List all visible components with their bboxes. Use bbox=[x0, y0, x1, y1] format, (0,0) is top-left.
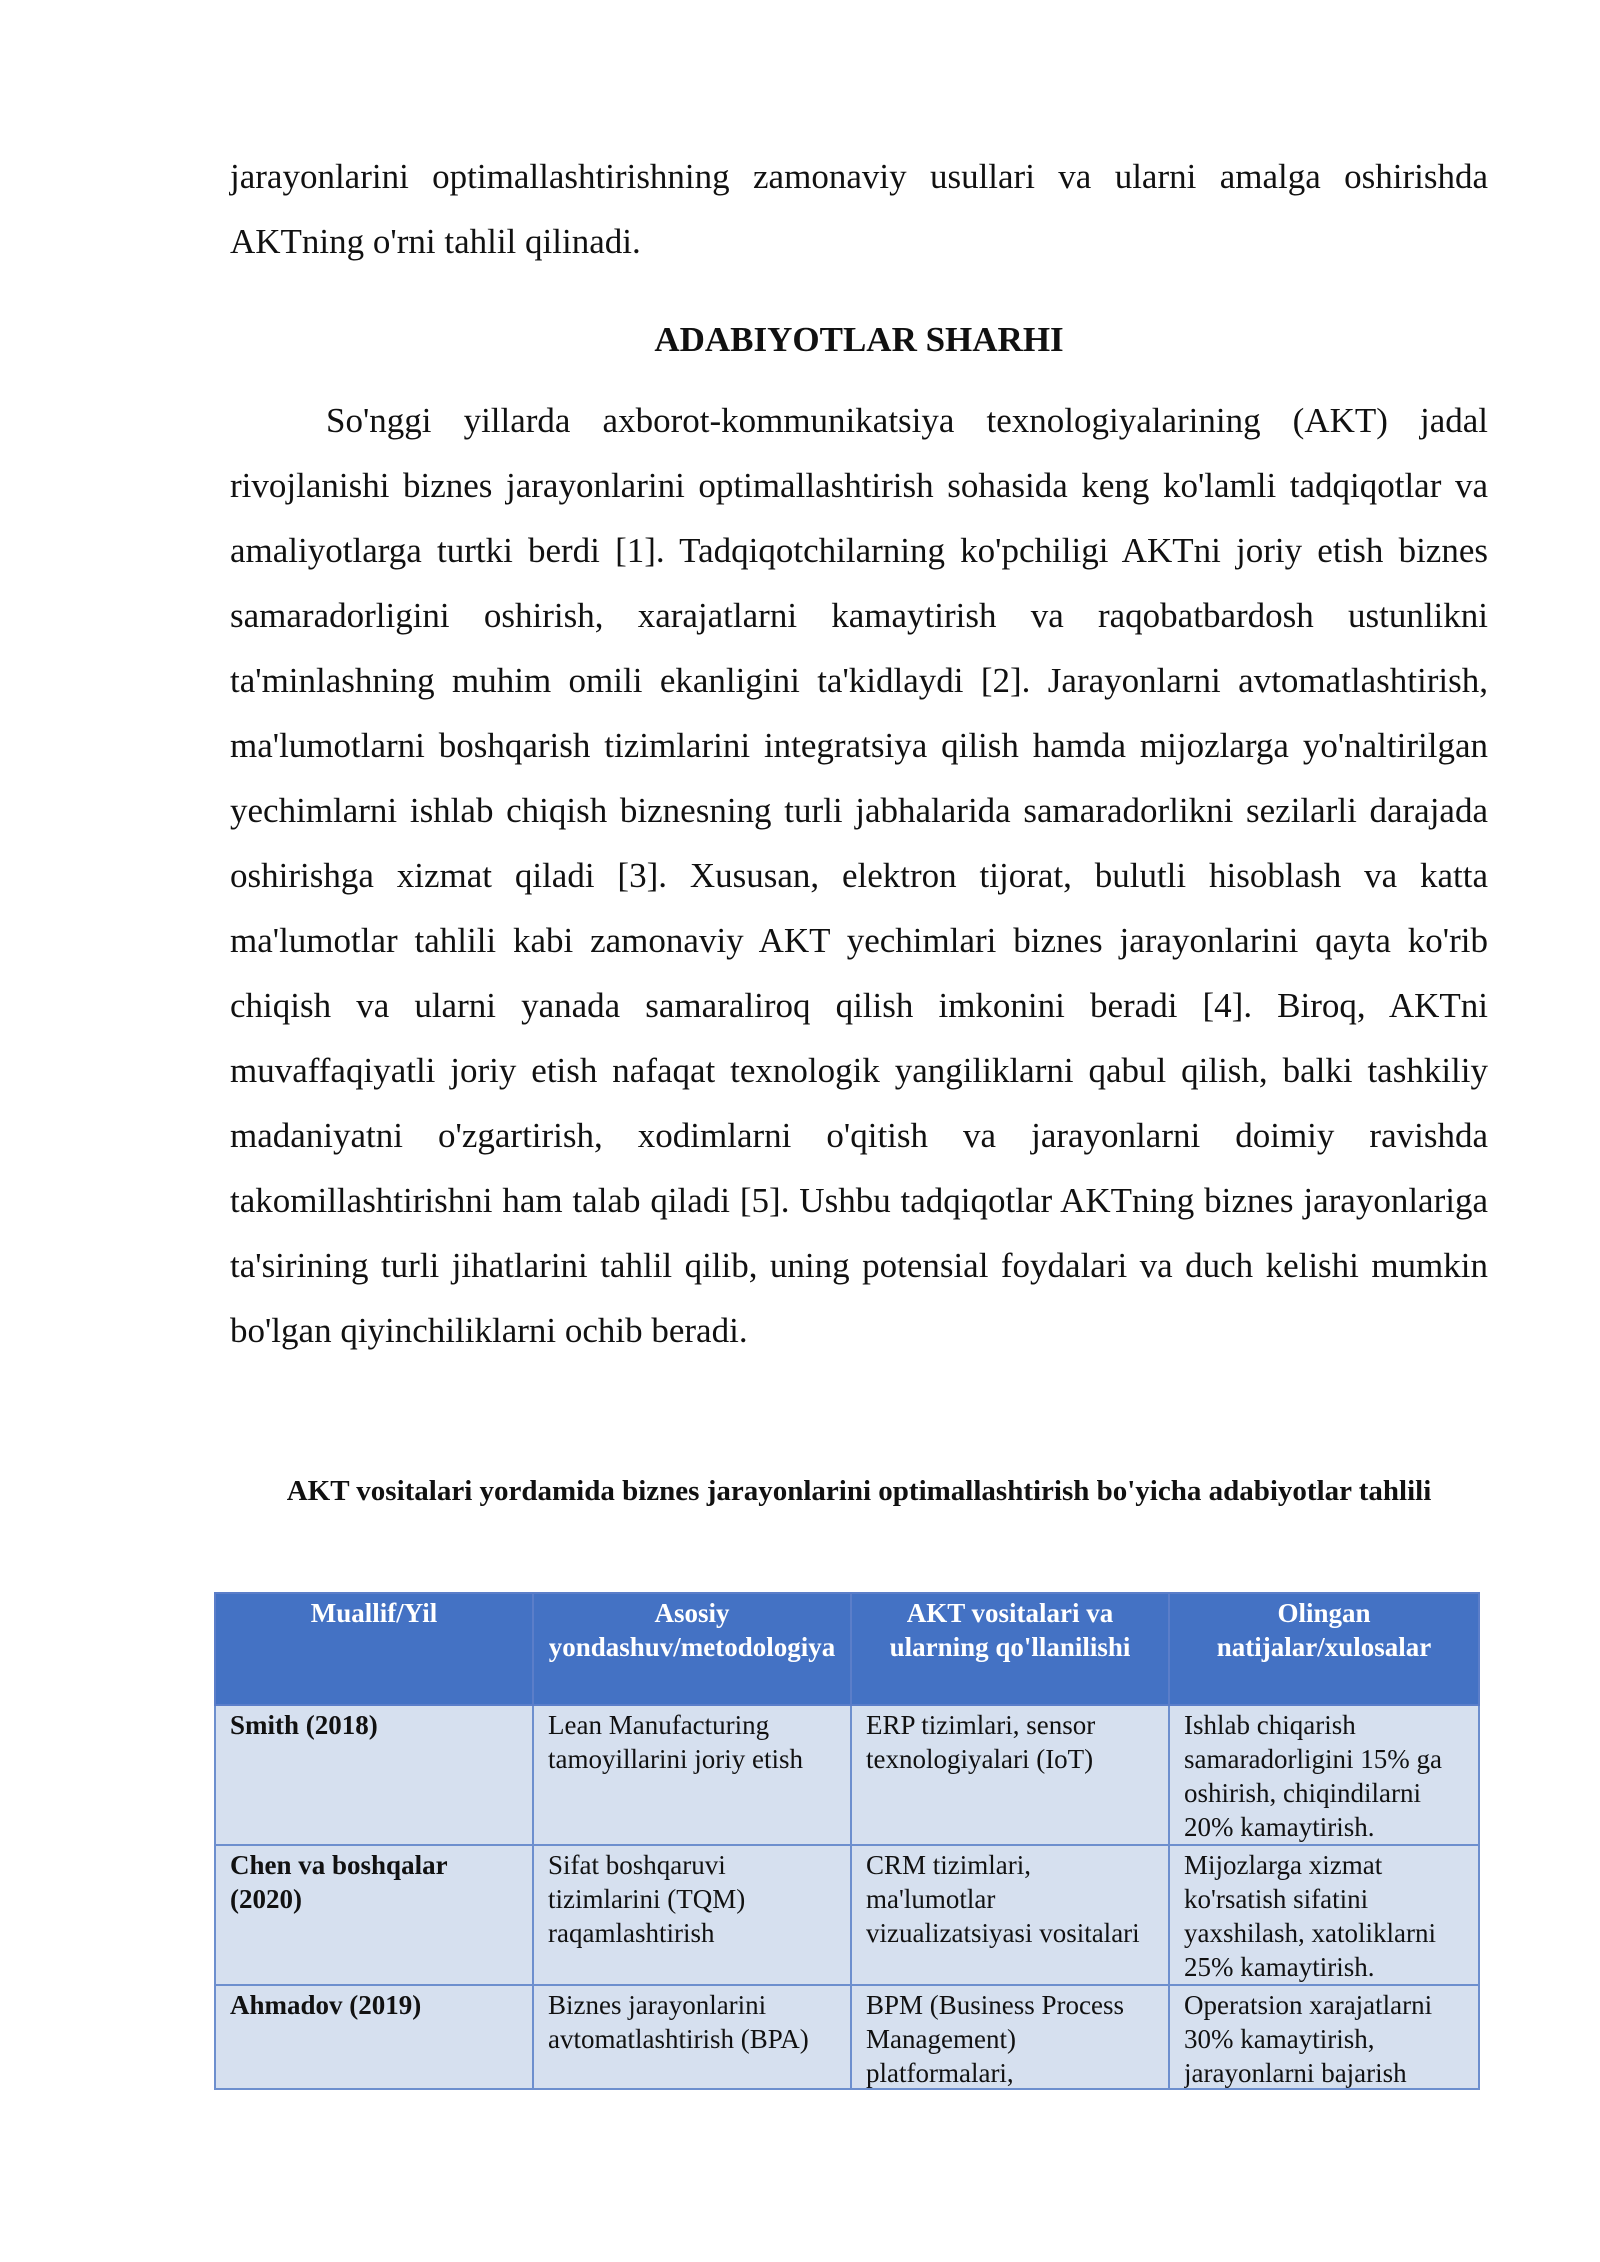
cell-results: Ishlab chiqarish samaradorligini 15% ga oshirish, chiqindilarni 20% kamaytirish. bbox=[1169, 1705, 1479, 1845]
cell-results: Operatsion xarajatlarni 30% kamaytirish, jarayonlarni bajarish bbox=[1169, 1985, 1479, 2089]
cell-author: Chen va boshqalar (2020) bbox=[215, 1845, 533, 1985]
literature-table bbox=[214, 1592, 1480, 2090]
literature-review-paragraph: So'nggi yillarda axborot-kommunikatsiya texnologiyalarining (AKT) jadal rivojlanishi biznes jarayonlarini optimallashtirish sohasida keng ko'lamli tadqiqotlar va amaliyotlarga turtki berdi [1]. Tadqiqotchilarning ko'pchiligi AKTni joriy etish biznes samaradorligini oshirish, xarajatlarni kamaytirish va raqobatbardosh ustunlikni ta'minlashning muhim omili ekanligini ta'kidlaydi [2]. Jarayonlarni avtomatlashtirish, ma'lumotlarni boshqarish tizimlarini integratsiya qilish hamda mijozlarga yo'naltirilgan yechimlarni ishlab chiqish biznesning turli jabhalarida samaradorlikni sezilarli darajada oshirishga xizmat qiladi [3]. Xususan, elektron tijorat, bulutli hisoblash va katta ma'lumotlar tahlili kabi zamonaviy AKT yechimlari biznes jarayonlarini qayta ko'rib chiqish va ularni yanada samaraliroq qilish imkonini beradi [4]. Biroq, AKTni muvaffaqiyatli joriy etish nafaqat texnologik yangiliklarni qabul qilish, balki tashkiliy madaniyatni o'zgartirish, xodimlarni o'qitish va jarayonlarni doimiy ravishda takomillashtirishni ham talab qiladi [5]. Ushbu tadqiqotlar AKTning biznes jarayonlariga ta'sirining turli jihatlarini tahlil qilib, uning potensial foydalari va duch kelishi mumkin bo'lgan qiyinchiliklarni ochib beradi. bbox=[230, 401, 1488, 1350]
cell-ict-tools: ERP tizimlari, sensor texnologiyalari (IoT) bbox=[851, 1705, 1169, 1845]
table-header-row bbox=[215, 1593, 1479, 1705]
cell-results: Mijozlarga xizmat ko'rsatish sifatini yaxshilash, xatoliklarni 25% kamaytirish. bbox=[1169, 1845, 1479, 1985]
intro-paragraph: jarayonlarini optimallashtirishning zamonaviy usullari va ularni amalga oshirishda AKTning o'rni tahlil qilinadi. bbox=[230, 157, 1488, 261]
table-row bbox=[215, 1845, 1479, 1985]
cell-ict-tools: CRM tizimlari, ma'lumotlar vizualizatsiyasi vositalari bbox=[851, 1845, 1169, 1985]
column-header-approach: Asosiy yondashuv/metodologiya bbox=[533, 1593, 851, 1705]
column-header-author: Muallif/Yil bbox=[215, 1593, 533, 1705]
column-header-ict-tools: AKT vositalari va ularning qo'llanilishi bbox=[851, 1593, 1169, 1705]
cell-approach: Sifat boshqaruvi tizimlarini (TQM) raqamlashtirish bbox=[533, 1845, 851, 1985]
cell-author: Ahmadov (2019) bbox=[215, 1985, 533, 2089]
cell-approach: Lean Manufacturing tamoyillarini joriy etish bbox=[533, 1705, 851, 1845]
column-header-results: Olingan natijalar/xulosalar bbox=[1169, 1593, 1479, 1705]
cell-ict-tools: BPM (Business Process Management) platformalari, bbox=[851, 1985, 1169, 2089]
table-row bbox=[215, 1705, 1479, 1845]
section-heading: ADABIYOTLAR SHARHI bbox=[654, 320, 1064, 359]
cell-approach: Biznes jarayonlarini avtomatlashtirish (BPA) bbox=[533, 1985, 851, 2089]
cell-author: Smith (2018) bbox=[215, 1705, 533, 1845]
table-caption: AKT vositalari yordamida biznes jarayonlarini optimallashtirish bo'yicha adabiyotlar tahlili bbox=[286, 1475, 1432, 1507]
table-row bbox=[215, 1985, 1479, 2089]
